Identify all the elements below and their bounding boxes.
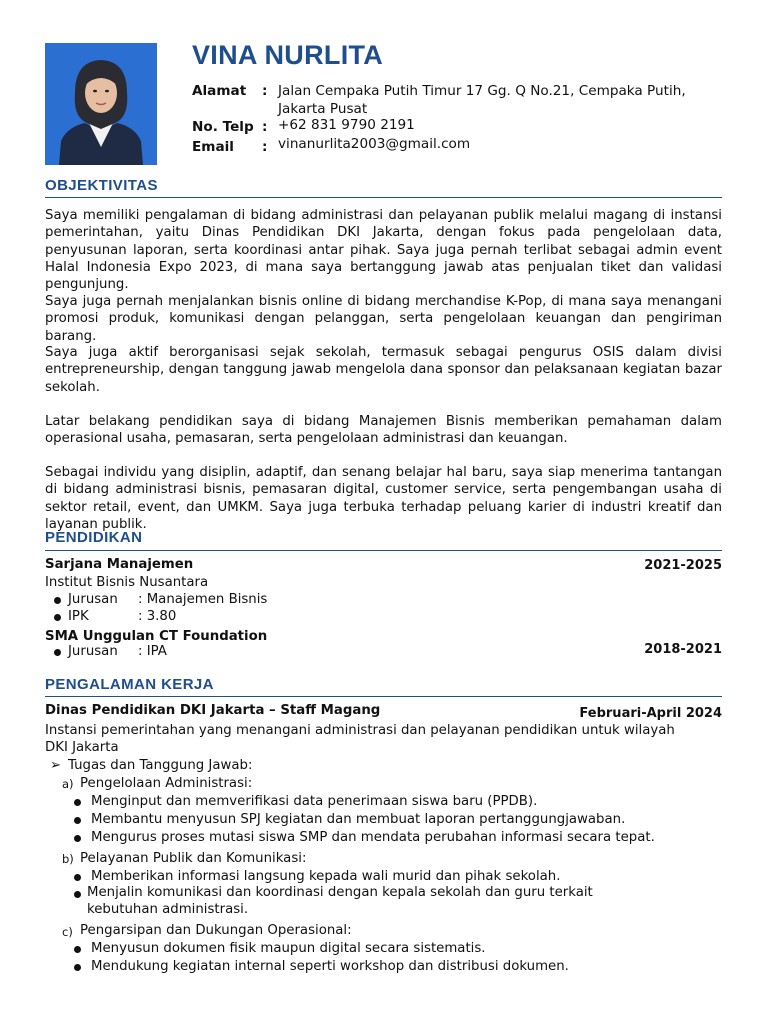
bullet-dot — [54, 614, 61, 621]
email-colon: : — [262, 139, 268, 155]
experience-heading: PENGALAMAN KERJA — [45, 676, 214, 693]
address-value: Jalan Cempaka Putih Timur 17 Gg. Q No.21, Cempaka Putih, Jakarta Pusat — [278, 83, 686, 117]
group-letter: a) — [62, 777, 74, 791]
tasks-title: Tugas dan Tanggung Jawab: — [68, 758, 253, 773]
task-item: Mendukung kegiatan internal seperti workshop dan distribusi dokumen. — [91, 959, 569, 974]
gpa-label: IPK — [68, 609, 89, 624]
address-colon: : — [262, 83, 268, 99]
education-divider — [45, 550, 722, 551]
bullet-dot — [74, 799, 81, 806]
school-name: SMA Unggulan CT Foundation — [45, 629, 268, 644]
major-label: Jurusan — [68, 592, 118, 607]
bullet-dot — [74, 874, 81, 881]
school-major-value: : IPA — [138, 644, 167, 659]
arrow-bullet: ➢ — [50, 758, 62, 773]
degree-title: Sarjana Manajemen — [45, 557, 194, 572]
task-item: Mengurus proses mutasi siswa SMP dan mendata perubahan informasi secara tepat. — [91, 830, 655, 845]
bullet-dot — [74, 891, 81, 898]
job-role: Dinas Pendidikan DKI Jakarta – Staff Magang — [45, 703, 381, 718]
experience-divider — [45, 696, 722, 697]
objective-paragraph-1: Saya memiliki pengalaman di bidang administrasi dan pelayanan publik melalui magang di instansi pemerintahan, yaitu Dinas Pendidikan DKI Jakarta, dengan fokus pada pengelolaan data, penyusunan laporan, serta koordinasi antar pihak. Saya juga pernah terlibat sebagai admin event Halal Indonesia Expo 2023, di mana saya bertanggung jawab atas penjualan tiket dan validasi pengunjung. — [45, 208, 722, 293]
phone-colon: : — [262, 119, 268, 135]
objective-paragraph-5: Sebagai individu yang disiplin, adaptif, dan senang belajar hal baru, saya siap menerima tantangan di bidang administrasi bisnis, pemasaran digital, customer service, serta pengembangan usaha di sektor retail, event, dan UMKM. Saya juga terbuka terhadap peluang karier di industri kreatif dan layanan publik. — [45, 465, 722, 532]
task-item: Memberikan informasi langsung kepada wali murid dan pihak sekolah. — [91, 869, 561, 884]
education-heading: PENDIDIKAN — [45, 529, 143, 546]
group-letter: c) — [62, 925, 73, 939]
school-years: 2018-2021 — [644, 642, 722, 657]
email-value: vinanurlita2003@gmail.com — [278, 136, 471, 152]
bullet-dot — [54, 649, 61, 656]
job-period: Februari-April 2024 — [579, 706, 722, 721]
job-description: Instansi pemerintahan yang menangani administrasi dan pelayanan pendidikan untuk wilayah DKI Jakarta — [45, 723, 675, 756]
objective-paragraph-4: Latar belakang pendidikan saya di bidang Manajemen Bisnis memberikan pemahaman dalam operasional usaha, pemasaran, serta pengelolaan administrasi dan keuangan. — [45, 414, 722, 447]
group-title: Pelayanan Publik dan Komunikasi: — [80, 851, 307, 866]
profile-photo — [45, 43, 157, 165]
group-title: Pengelolaan Administrasi: — [80, 776, 253, 791]
email-label: Email — [192, 139, 234, 155]
school-major-label: Jurusan — [68, 644, 118, 659]
task-item: Membantu menyusun SPJ kegiatan dan membuat laporan pertanggungjawaban. — [91, 812, 626, 827]
group-title: Pengarsipan dan Dukungan Operasional: — [80, 923, 352, 938]
bullet-dot — [54, 597, 61, 604]
bullet-dot — [74, 835, 81, 842]
objective-divider — [45, 197, 722, 198]
phone-label: No. Telp — [192, 119, 254, 135]
objective-paragraph-3: Saya juga aktif berorganisasi sejak sekolah, termasuk sebagai pengurus OSIS dalam divisi entrepreneurship, dengan tanggung jawab mengelola dana sponsor dan pelaksanaan kegiatan bazar sekolah. — [45, 345, 722, 395]
bullet-dot — [74, 946, 81, 953]
task-item: Menyusun dokumen fisik maupun digital secara sistematis. — [91, 941, 486, 956]
bullet-dot — [74, 817, 81, 824]
objective-paragraph-2: Saya juga pernah menjalankan bisnis online di bidang merchandise K-Pop, di mana saya menangani promosi produk, komunikasi dengan pelanggan, serta pengelolaan keuangan dan pengiriman barang. — [45, 294, 722, 344]
group-letter: b) — [62, 852, 74, 866]
address-label: Alamat — [192, 83, 247, 99]
candidate-name: VINA NURLITA — [192, 40, 384, 70]
institution-name: Institut Bisnis Nusantara — [45, 575, 209, 590]
task-item: Menjalin komunikasi dan koordinasi dengan kepala sekolah dan guru terkait kebutuhan administrasi. — [87, 885, 593, 917]
degree-years: 2021-2025 — [644, 558, 722, 573]
task-item: Menginput dan memverifikasi data penerimaan siswa baru (PPDB). — [91, 794, 538, 809]
gpa-value: : 3.80 — [138, 609, 177, 624]
objective-heading: OBJEKTIVITAS — [45, 177, 158, 194]
major-value: : Manajemen Bisnis — [138, 592, 268, 607]
phone-value: +62 831 9790 2191 — [278, 117, 415, 133]
bullet-dot — [74, 964, 81, 971]
